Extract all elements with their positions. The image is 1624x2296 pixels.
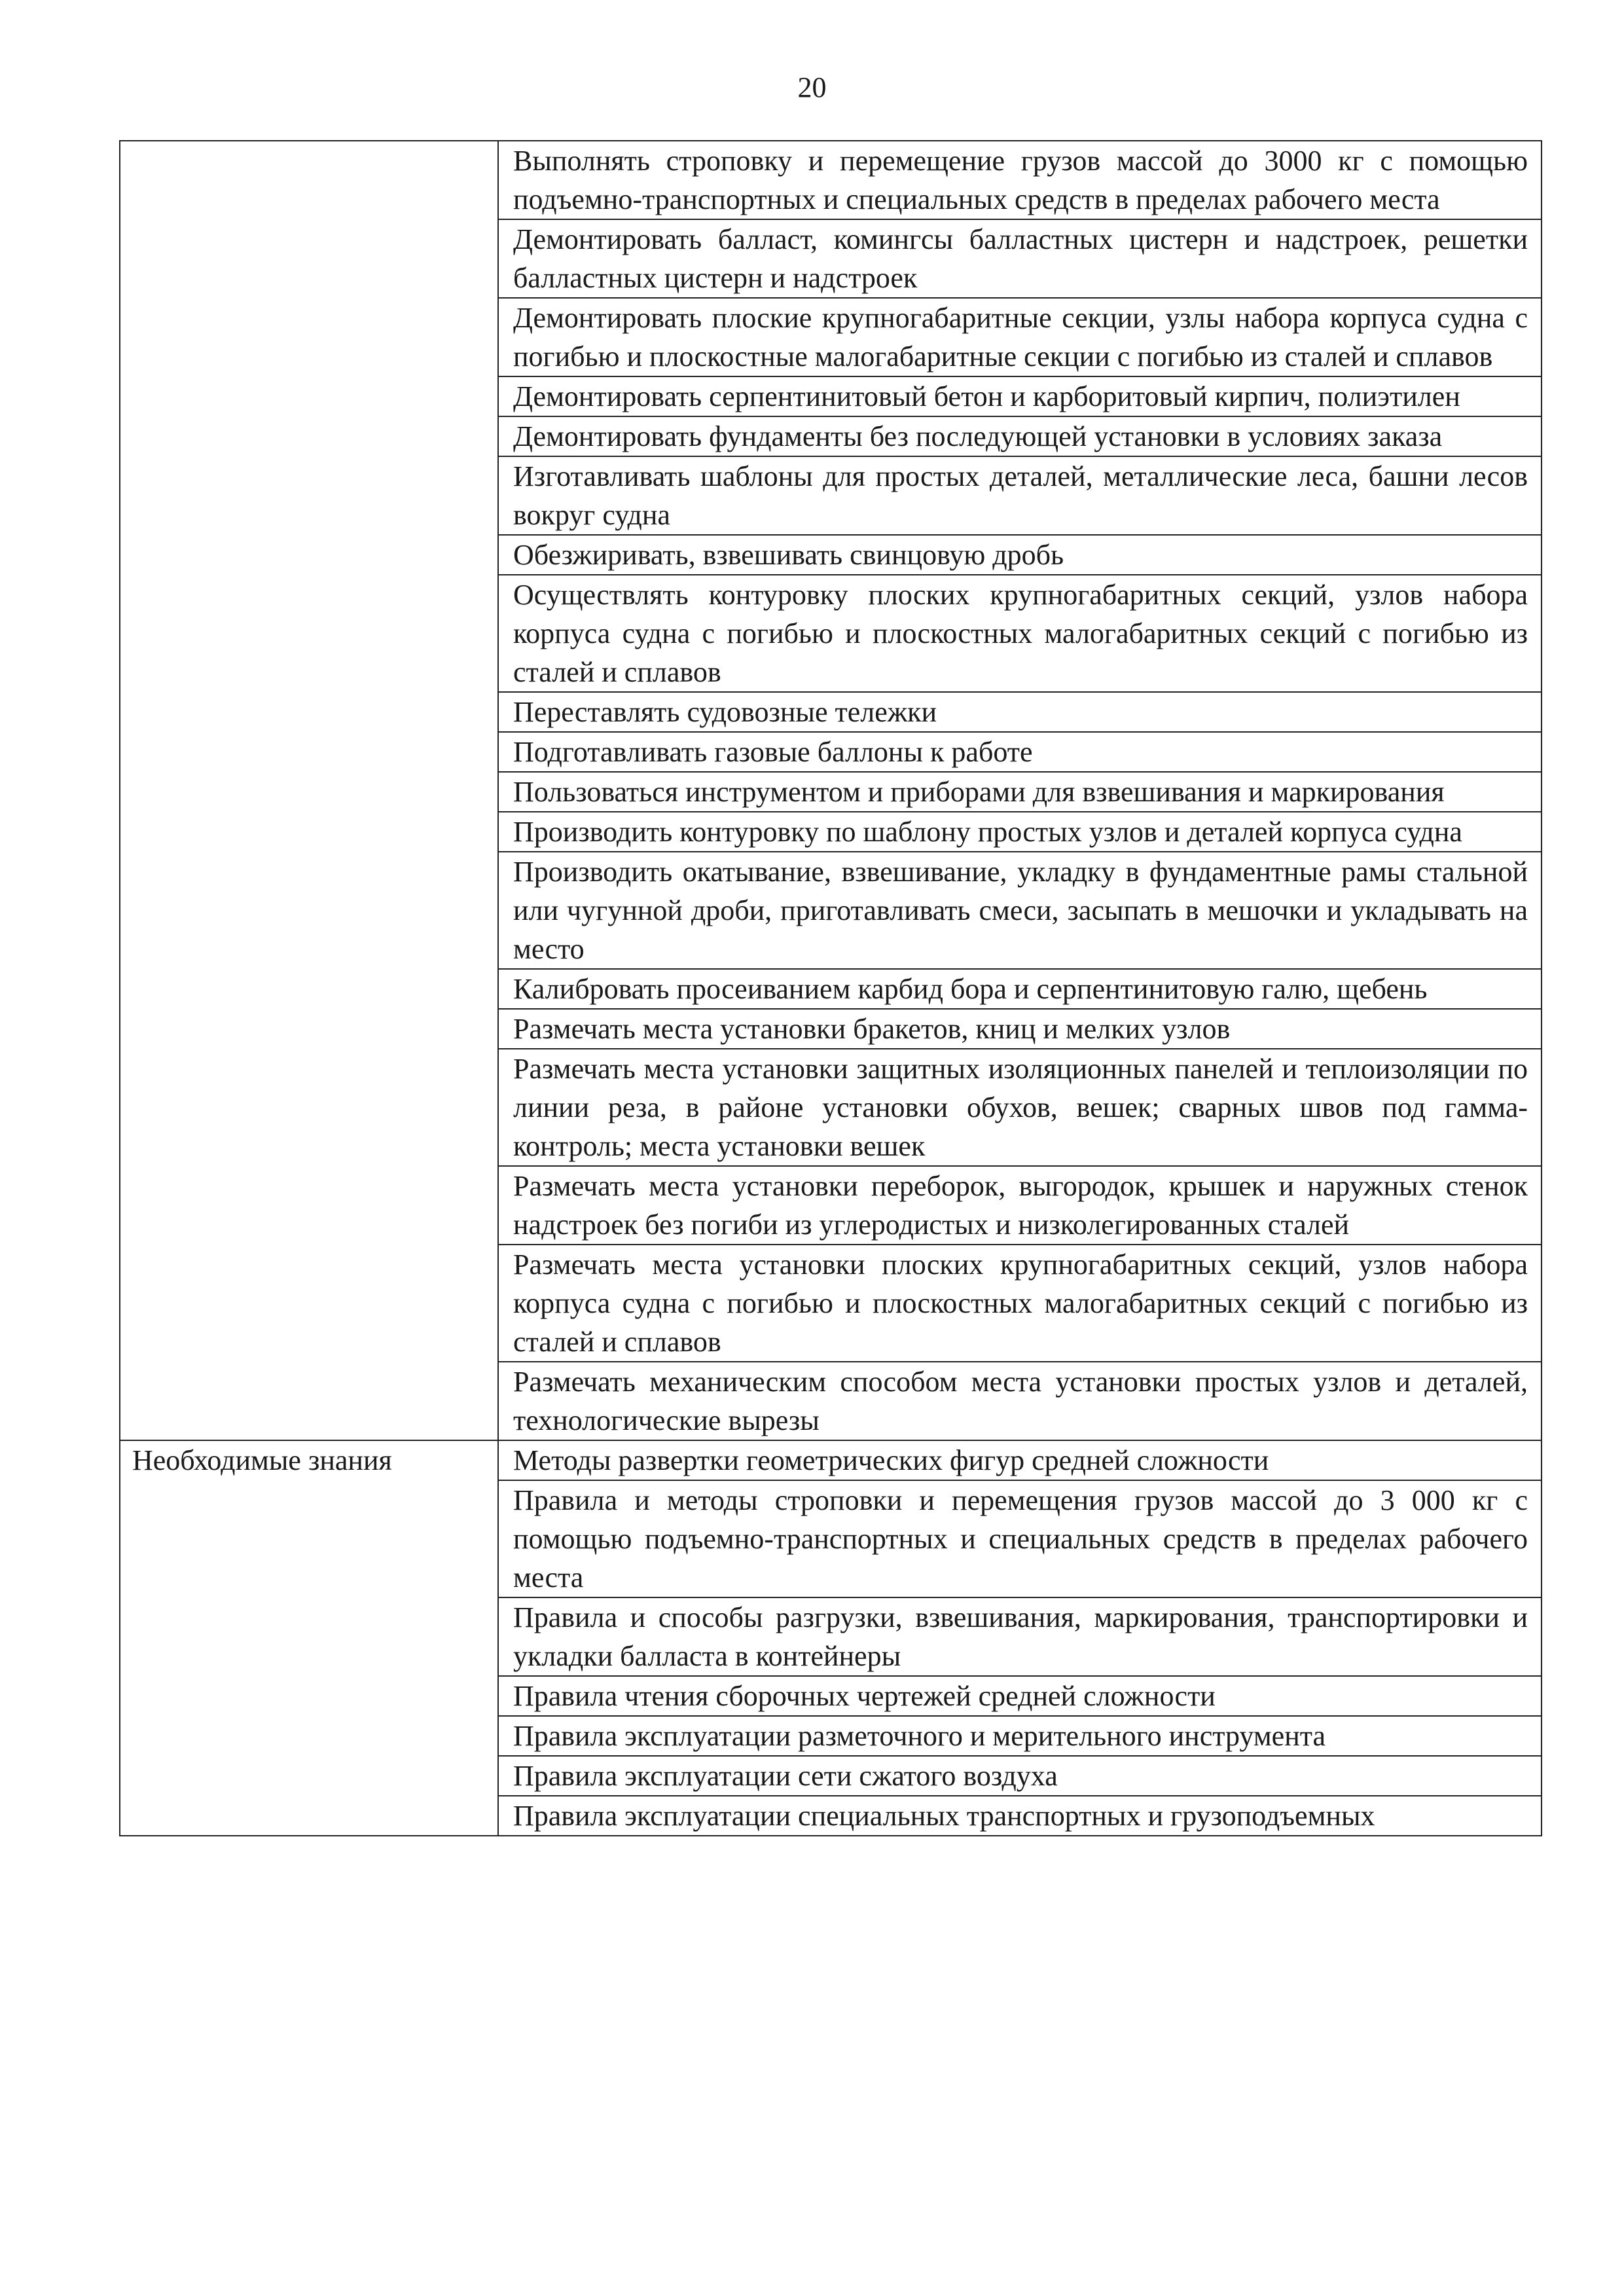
requirement-text: Методы развертки геометрических фигур средней сложности — [498, 1440, 1542, 1480]
requirement-text: Размечать места установки плоских крупногабаритных секций, узлов набора корпуса судна с погибью и плоскостных малогабаритных секций с погибью из сталей и сплавов — [498, 1245, 1542, 1362]
requirement-text: Пользоваться инструментом и приборами для взвешивания и маркирования — [498, 772, 1542, 812]
requirement-text: Размечать механическим способом места установки простых узлов и деталей, технологические вырезы — [498, 1362, 1542, 1440]
requirement-text: Правила эксплуатации специальных транспортных и грузоподъемных — [498, 1796, 1542, 1836]
requirement-text: Размечать места установки защитных изоляционных панелей и теплоизоляции по линии реза, в районе установки обухов, вешек; сварных швов под гамма-контроль; места установки вешек — [498, 1049, 1542, 1166]
page-number: 20 — [797, 71, 827, 103]
requirement-text: Правила чтения сборочных чертежей средней сложности — [498, 1676, 1542, 1716]
requirement-text: Правила и способы разгрузки, взвешивания, маркирования, транспортировки и укладки балласта в контейнеры — [498, 1597, 1542, 1676]
requirement-text: Калибровать просеиванием карбид бора и серпентинитовую галю, щебень — [498, 969, 1542, 1009]
requirement-text: Правила и методы строповки и перемещения грузов массой до 3 000 кг с помощью подъемно-транспортных и специальных средств в пределах рабочего места — [498, 1480, 1542, 1597]
requirements-table-body — [120, 141, 1542, 1836]
requirement-text: Размечать места установки переборок, выгородок, крышек и наружных стенок надстроек без погиби из углеродистых и низколегированных сталей — [498, 1166, 1542, 1245]
requirement-text: Демонтировать балласт, комингсы балластных цистерн и надстроек, решетки балластных цистерн и надстроек — [498, 219, 1542, 298]
table-row — [120, 1440, 1542, 1480]
requirement-text: Выполнять строповку и перемещение грузов массой до 3000 кг с помощью подъемно-транспортных и специальных средств в пределах рабочего места — [498, 141, 1542, 219]
group-label-empty — [120, 141, 498, 1440]
requirement-text: Правила эксплуатации сети сжатого воздуха — [498, 1756, 1542, 1796]
requirement-text: Подготавливать газовые баллоны к работе — [498, 732, 1542, 772]
group-label: Необходимые знания — [120, 1440, 498, 1836]
requirement-text: Обезжиривать, взвешивать свинцовую дробь — [498, 535, 1542, 575]
requirements-table — [119, 140, 1542, 1836]
requirement-text: Переставлять судовозные тележки — [498, 692, 1542, 732]
requirement-text: Правила эксплуатации разметочного и мерительного инструмента — [498, 1716, 1542, 1756]
requirement-text: Производить контуровку по шаблону простых узлов и деталей корпуса судна — [498, 812, 1542, 852]
table-row — [120, 141, 1542, 219]
requirement-text: Демонтировать плоские крупногабаритные секции, узлы набора корпуса судна с погибью и плоскостные малогабаритные секции с погибью из сталей и сплавов — [498, 298, 1542, 376]
requirement-text: Демонтировать фундаменты без последующей установки в условиях заказа — [498, 416, 1542, 456]
requirement-text: Размечать места установки бракетов, книц и мелких узлов — [498, 1009, 1542, 1049]
requirement-text: Изготавливать шаблоны для простых деталей, металлические леса, башни лесов вокруг судна — [498, 456, 1542, 535]
requirement-text: Демонтировать серпентинитовый бетон и карборитовый кирпич, полиэтилен — [498, 376, 1542, 416]
requirement-text: Производить окатывание, взвешивание, укладку в фундаментные рамы стальной или чугунной дроби, приготавливать смеси, засыпать в мешочки и укладывать на место — [498, 852, 1542, 969]
requirement-text: Осуществлять контуровку плоских крупногабаритных секций, узлов набора корпуса судна с погибью и плоскостных малогабаритных секций с погибью из сталей и сплавов — [498, 575, 1542, 692]
